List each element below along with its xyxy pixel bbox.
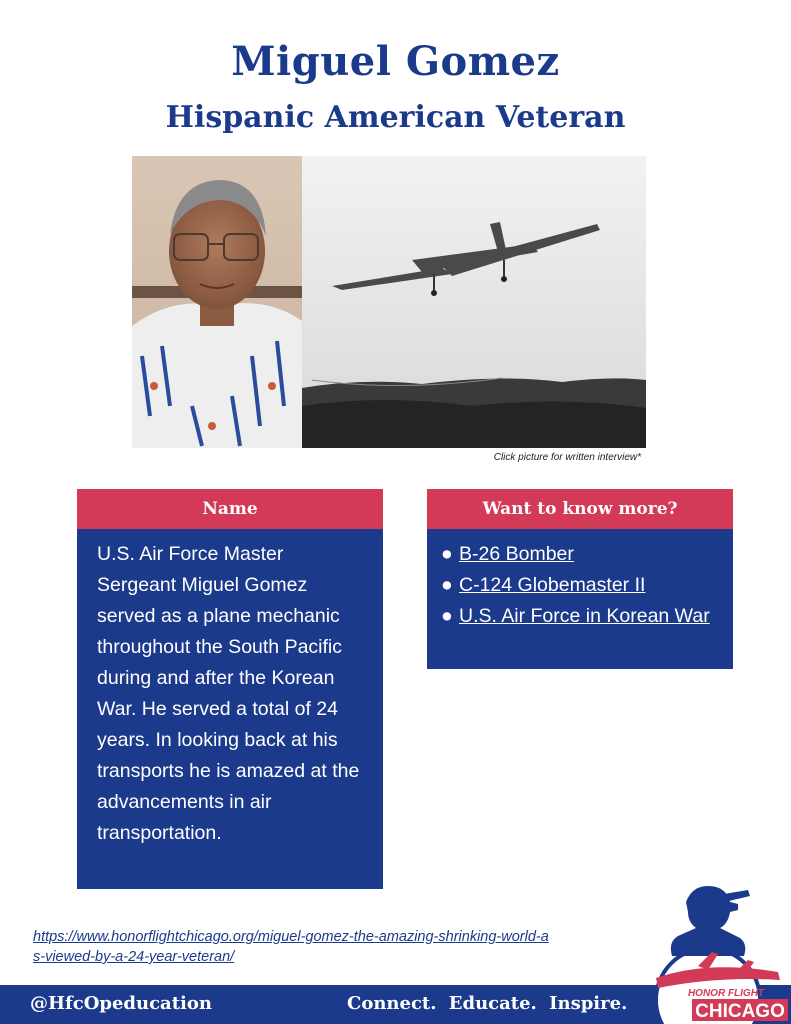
honor-flight-logo — [648, 880, 791, 1024]
interview-source-link[interactable]: https://www.honorflightchicago.org/miguel-gomez-the-amazing-shrinking-world-as-viewed-by-a-24-year-veteran/ — [33, 929, 549, 965]
name-card-heading: Name — [77, 489, 383, 529]
bullet-icon: ● — [441, 574, 453, 596]
list-item — [441, 601, 721, 632]
link-b26-bomber[interactable]: B-26 Bomber — [459, 543, 574, 565]
plane-photo — [302, 156, 646, 448]
link-air-force-korean-war[interactable]: U.S. Air Force in Korean War — [459, 605, 710, 627]
page-title: Miguel Gomez — [231, 38, 560, 85]
list-item — [441, 539, 721, 570]
footer-tagline: Connect. Educate. Inspire. — [347, 993, 628, 1014]
bullet-icon: ● — [441, 543, 453, 565]
name-card-body: U.S. Air Force Master Sergeant Miguel Gomez served as a plane mechanic throughout the South Pacific during and after the Korean War. He served a total of 24 years. In looking back at his transports he is amazed at the advancements in air transportation. — [97, 543, 360, 844]
more-info-heading: Want to know more? — [427, 489, 733, 529]
name-card — [77, 489, 383, 889]
bullet-icon: ● — [441, 605, 453, 627]
interview-photo-link[interactable] — [132, 156, 646, 448]
list-item — [441, 570, 721, 601]
veteran-portrait-photo — [132, 156, 302, 448]
logo-line1: HONOR FLIGHT — [687, 988, 765, 999]
social-handle: @HfcOpeducation — [30, 993, 212, 1014]
link-c124-globemaster[interactable]: C-124 Globemaster II — [459, 574, 646, 596]
page-subtitle: Hispanic American Veteran — [165, 100, 626, 135]
more-info-card — [427, 489, 733, 669]
photo-caption: Click picture for written interview* — [493, 452, 641, 463]
more-info-list — [427, 529, 733, 632]
logo-line2: CHICAGO — [695, 1001, 785, 1022]
